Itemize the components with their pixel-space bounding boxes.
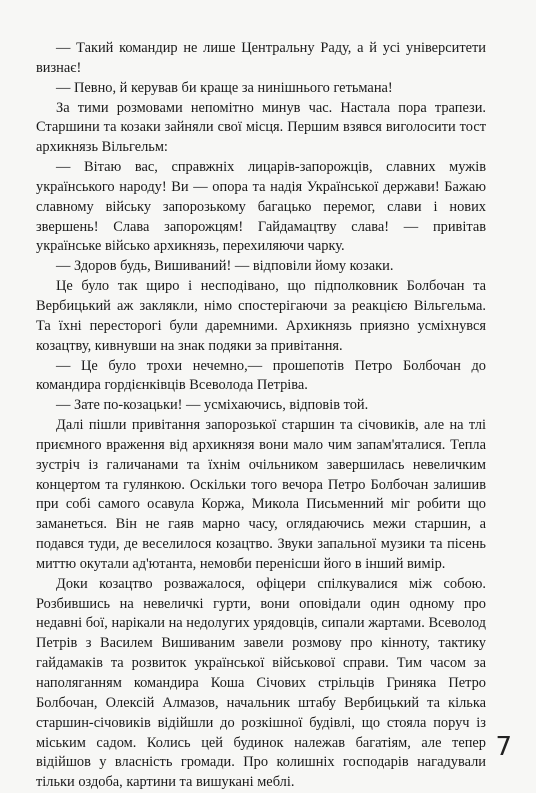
paragraph: Це було так щиро і несподівано, що підполковник Болбочан та Вербицький аж заклякли, німо спостерігаючи за реакцією Вільгельма. Та їхні пересторогі були даремними. Архикнязь приязно усміхнувся козацтву, кивнувши на знак подяки за привітання. xyxy=(36,278,486,354)
paragraph: Далі пішли привітання запорозької старшин та січовиків, але на тлі приємного враження від архикнязя вони мало чим запам'яталися. Тепла зустріч із галичанами та їхнім очільником завершилась невеличким концертом та гулянкою. Оскільки того вечора Петро Болбочан залишив при собі самого осавула Коржа, Микола Письменний міг робити що заманеться. Він не гаяв марно часу, оглядаючись межи старшин, а подався туди, де веселилося козацтво. Звуки запальної музики та пісень миттю окутали ад'ютанта, немовби перенісши його в інший вимір. xyxy=(36,417,486,572)
page-number: 7 xyxy=(495,732,512,762)
paragraph: — Здоров будь, Вишиваний! — відповіли йому козаки. xyxy=(56,258,394,275)
paragraph: — Вітаю вас, справжніх лицарів-запорожців, славних мужів українського народу! Ви — опора та надія Української держави! Бажаю славному війську запорозькому багацько перемог, слави і нових звершень! Слава запорожцям! Гайдамацтву слава! — привітав українське військо архикнязь, перехиляючи чарку. xyxy=(36,159,486,255)
paragraph: За тими розмовами непомітно минув час. Настала пора трапези. Старшини та козаки зайняли свої місця. Першим взявся виголосити тост архикнязь Вільгельм: xyxy=(36,99,486,156)
paragraph: — Такий командир не лише Центральну Раду, а й усі університети визнає! xyxy=(36,40,486,76)
paragraph: — Це було трохи нечемно,— прошепотів Петро Болбочан до командира гордієнківців Всеволода Петріва. xyxy=(36,357,486,394)
page-body xyxy=(36,39,486,793)
paragraph: Доки козацтво розважалося, офіцери спілкувалися між собою. Розбившись на невеличкі гурти, вони оповідали один одному про недавні бої, нарікали на недолугих урядовців, сипали жартами. Всеволод Петрів з Василем Вишиваним завели розмову про кінноту, тактику гайдамаків та розвиток української військової справи. Тим часом за наполяганням командира Коша Січових стрільців Гриняка Петро Болбочан, Олексій Алмазов, начальник штабу Вербицький та кілька старшин-січовиків відійшли до розкішної будівлі, що стояла поруч із міським садом. Колись цей будинок належав багатіям, але тепер відійшов у власність громади. Про колишніх господарів нагадували тільки оздоба, картини та вишукані меблі. xyxy=(36,575,486,791)
paragraph: — Певно, й керував би краще за нинішнього гетьмана! xyxy=(56,79,393,96)
paragraph: — Зате по-козацьки! — усміхаючись, відповів той. xyxy=(56,397,369,414)
